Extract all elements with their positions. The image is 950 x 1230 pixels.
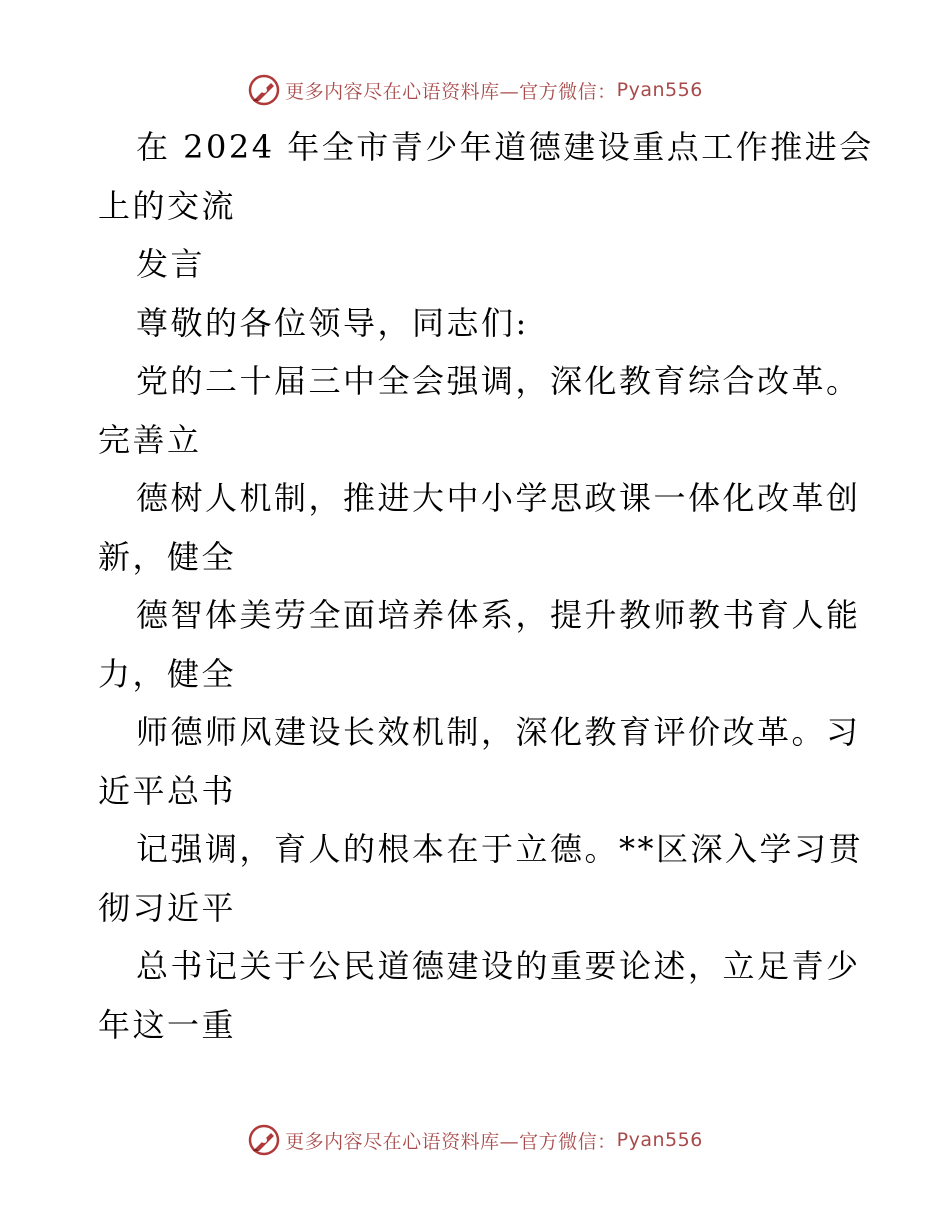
pen-logo-icon xyxy=(247,1123,281,1157)
watermark-text: 更多内容尽在心语资料库—官方微信： xyxy=(285,80,617,103)
text-line: 记强调，育人的根本在于立德。**区深入学习贯 xyxy=(136,830,864,868)
text-line: 德智体美劳全面培养体系，提升教师教书育人能 xyxy=(136,596,861,634)
text-line: 年这一重 xyxy=(98,1005,237,1044)
text-line: 师德师风建设长效机制，深化教育评价改革。习 xyxy=(136,713,861,751)
text-line: 党的二十届三中全会强调，深化教育综合改革。 xyxy=(136,362,861,400)
text-line: 完善立 xyxy=(98,420,202,459)
document-body xyxy=(98,118,874,1054)
text-line: 力，健全 xyxy=(98,654,237,693)
text-line: 近平总书 xyxy=(98,771,237,810)
watermark-text: 更多内容尽在心语资料库—官方微信： xyxy=(285,1130,617,1153)
watermark-handle: Pyan556 xyxy=(616,79,703,101)
document-title-line-1: 在 2024 年全市青少年道德建设重点工作推进会 xyxy=(136,128,874,166)
watermark-handle: Pyan556 xyxy=(616,1129,703,1151)
document-title-line-2: 上的交流 xyxy=(98,186,237,225)
salutation: 尊敬的各位领导，同志们: xyxy=(136,303,529,342)
text-line: 新，健全 xyxy=(98,537,237,576)
text-line: 总书记关于公民道德建设的重要论述，立足青少 xyxy=(136,947,861,985)
header-watermark xyxy=(0,70,950,110)
text-line: 彻习近平 xyxy=(98,888,237,927)
footer-watermark xyxy=(0,1120,950,1160)
text-line: 德树人机制，推进大中小学思政课一体化改革创 xyxy=(136,479,861,517)
pen-logo-icon xyxy=(247,73,281,107)
document-title-line-3: 发言 xyxy=(136,245,206,283)
